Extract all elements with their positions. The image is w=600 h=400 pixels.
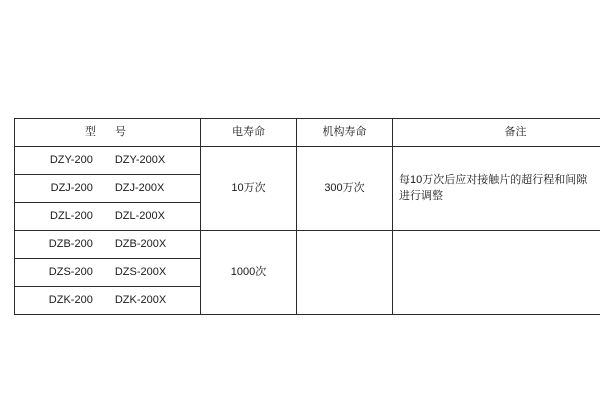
model-cell	[15, 259, 201, 287]
model-code-primary: DZJ-200	[50, 181, 93, 194]
electrical-life-group-2: 1000次	[201, 231, 297, 315]
model-cell	[15, 147, 201, 175]
header-model	[15, 119, 201, 147]
model-cell	[15, 231, 201, 259]
spec-table-container	[14, 118, 586, 315]
model-code-primary: DZS-200	[48, 265, 93, 278]
remark-group-2	[393, 231, 600, 315]
model-code-variant: DZY-200X	[114, 153, 166, 166]
remark-group-1	[393, 147, 600, 231]
header-mechanical-life: 机构寿命	[297, 119, 393, 147]
header-model-label: 型 号	[85, 125, 130, 138]
model-code-primary: DZB-200	[48, 237, 93, 250]
table-header-row	[15, 119, 600, 147]
model-cell	[15, 287, 201, 315]
model-cell	[15, 175, 201, 203]
model-code-variant: DZB-200X	[114, 237, 167, 250]
remark-line-1: 每10万次后应对接触片的超行程和间隙	[399, 173, 588, 186]
model-cell	[15, 203, 201, 231]
table-row	[15, 231, 600, 259]
header-remark: 备注	[393, 119, 600, 147]
mechanical-life-group: 300万次	[297, 147, 393, 231]
model-code-primary: DZK-200	[48, 293, 93, 306]
specification-table	[14, 118, 600, 315]
remark-line-2: 进行调整	[399, 189, 443, 202]
model-code-primary: DZL-200	[50, 209, 93, 222]
header-electrical-life: 电寿命	[201, 119, 297, 147]
model-code-variant: DZK-200X	[114, 293, 167, 306]
model-code-primary: DZY-200	[49, 153, 93, 166]
model-code-variant: DZS-200X	[114, 265, 167, 278]
electrical-life-group-1: 10万次	[201, 147, 297, 231]
table-row	[15, 147, 600, 175]
mechanical-life-empty	[297, 231, 393, 315]
model-code-variant: DZJ-200X	[114, 181, 165, 194]
model-code-variant: DZL-200X	[114, 209, 165, 222]
